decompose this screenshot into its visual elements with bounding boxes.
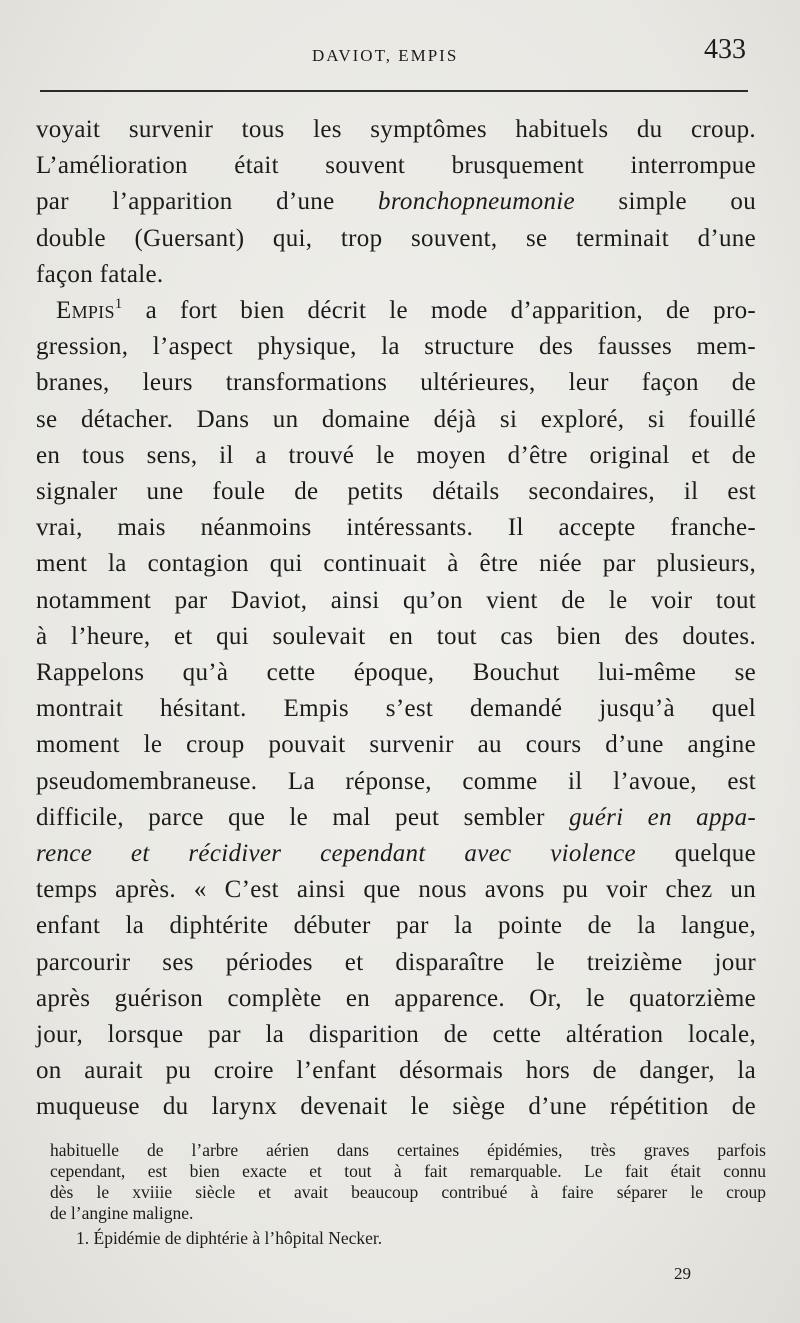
text-line: rence et récidiver cependant avec violence quelque — [36, 840, 756, 868]
text-line: voyait survenir tous les symptômes habituels du croup. — [36, 116, 756, 143]
footnote-line: dès le xviiie siècle et avait beaucoup contribué à faire séparer le croup — [50, 1182, 766, 1202]
signature-mark: 29 — [674, 1264, 691, 1283]
footnotes — [50, 1140, 766, 1249]
text-line: jour, lorsque par la disparition de cette altération locale, — [36, 1021, 756, 1049]
text-line: par l’apparition d’une bronchopneumonie simple ou — [36, 188, 756, 216]
header-rule — [40, 90, 748, 92]
italic-term: bronchopneumonie — [378, 188, 575, 216]
text-line: difficile, parce que le mal peut sembler guéri en appa- — [36, 803, 756, 831]
text-line: L’amélioration était souvent brusquement interrompue — [36, 152, 756, 180]
text-line: se détacher. Dans un domaine déjà si exploré, si fouillé — [36, 405, 756, 433]
footnote-1: 1. Épidémie de diphtérie à l’hôpital Necker. — [76, 1228, 383, 1248]
text-line: enfant la diphtérite débuter par la pointe de la langue, — [36, 912, 756, 940]
text-line: façon fatale. — [36, 260, 164, 288]
text-line: signaler une foule de petits détails secondaires, il est — [36, 478, 756, 506]
footnote-marker: 1 — [114, 296, 123, 313]
text-line: à l’heure, et qui soulevait en tout cas bien des doutes. — [36, 622, 756, 650]
text-line: double (Guersant) qui, trop souvent, se terminait d’une — [36, 224, 756, 252]
running-title: DAVIOT, EMPIS — [312, 46, 459, 65]
text-line: moment le croup pouvait survenir au cours d’une angine — [36, 731, 756, 759]
footnote-line: cependant, est bien exacte et tout à fait remarquable. Le fait était connu — [50, 1161, 766, 1181]
text-line: après guérison complète en apparence. Or, le quatorzième — [36, 984, 756, 1012]
text-line: muqueuse du larynx devenait le siège d’une répétition de — [36, 1093, 756, 1121]
text-line: branes, leurs transformations ultérieures, leur façon de — [36, 369, 756, 397]
text-line: pseudomembraneuse. La réponse, comme il l’avoue, est — [36, 767, 756, 795]
author-name-smallcaps: Empis — [56, 297, 115, 325]
text-line: temps après. « C’est ainsi que nous avons pu voir chez un — [36, 876, 756, 904]
text-line: on aurait pu croire l’enfant désormais hors de danger, la — [36, 1057, 756, 1085]
text-line: en tous sens, il a trouvé le moyen d’être original et de — [36, 441, 756, 469]
text-line: ment la contagion qui continuait à être niée par plusieurs, — [36, 550, 756, 578]
text-line: gression, l’aspect physique, la structure des fausses mem- — [36, 333, 756, 361]
italic-phrase: guéri en appa- — [569, 803, 756, 831]
text-line: parcourir ses périodes et disparaître le treizième jour — [36, 948, 756, 976]
footnote-line: de l’angine maligne. — [50, 1203, 194, 1223]
italic-phrase: rence et récidiver cependant avec violence — [36, 840, 636, 868]
text-line: notamment par Daviot, ainsi qu’on vient de le voir tout — [36, 586, 756, 614]
footnote-line: habituelle de l’arbre aérien dans certaines épidémies, très graves parfois — [50, 1140, 766, 1160]
text-line: Rappelons qu’à cette époque, Bouchut lui-même se — [36, 659, 756, 687]
page-number: 433 — [704, 34, 746, 65]
text-line: Empis$^1$ a fort bien décrit le mode d’apparition, de pro- — [56, 296, 756, 325]
text-line: montrait hésitant. Empis s’est demandé jusqu’à quel — [36, 695, 756, 723]
running-head — [0, 34, 800, 74]
text-line: vrai, mais néanmoins intéressants. Il accepte franche- — [36, 514, 756, 542]
main-text — [36, 112, 756, 1126]
